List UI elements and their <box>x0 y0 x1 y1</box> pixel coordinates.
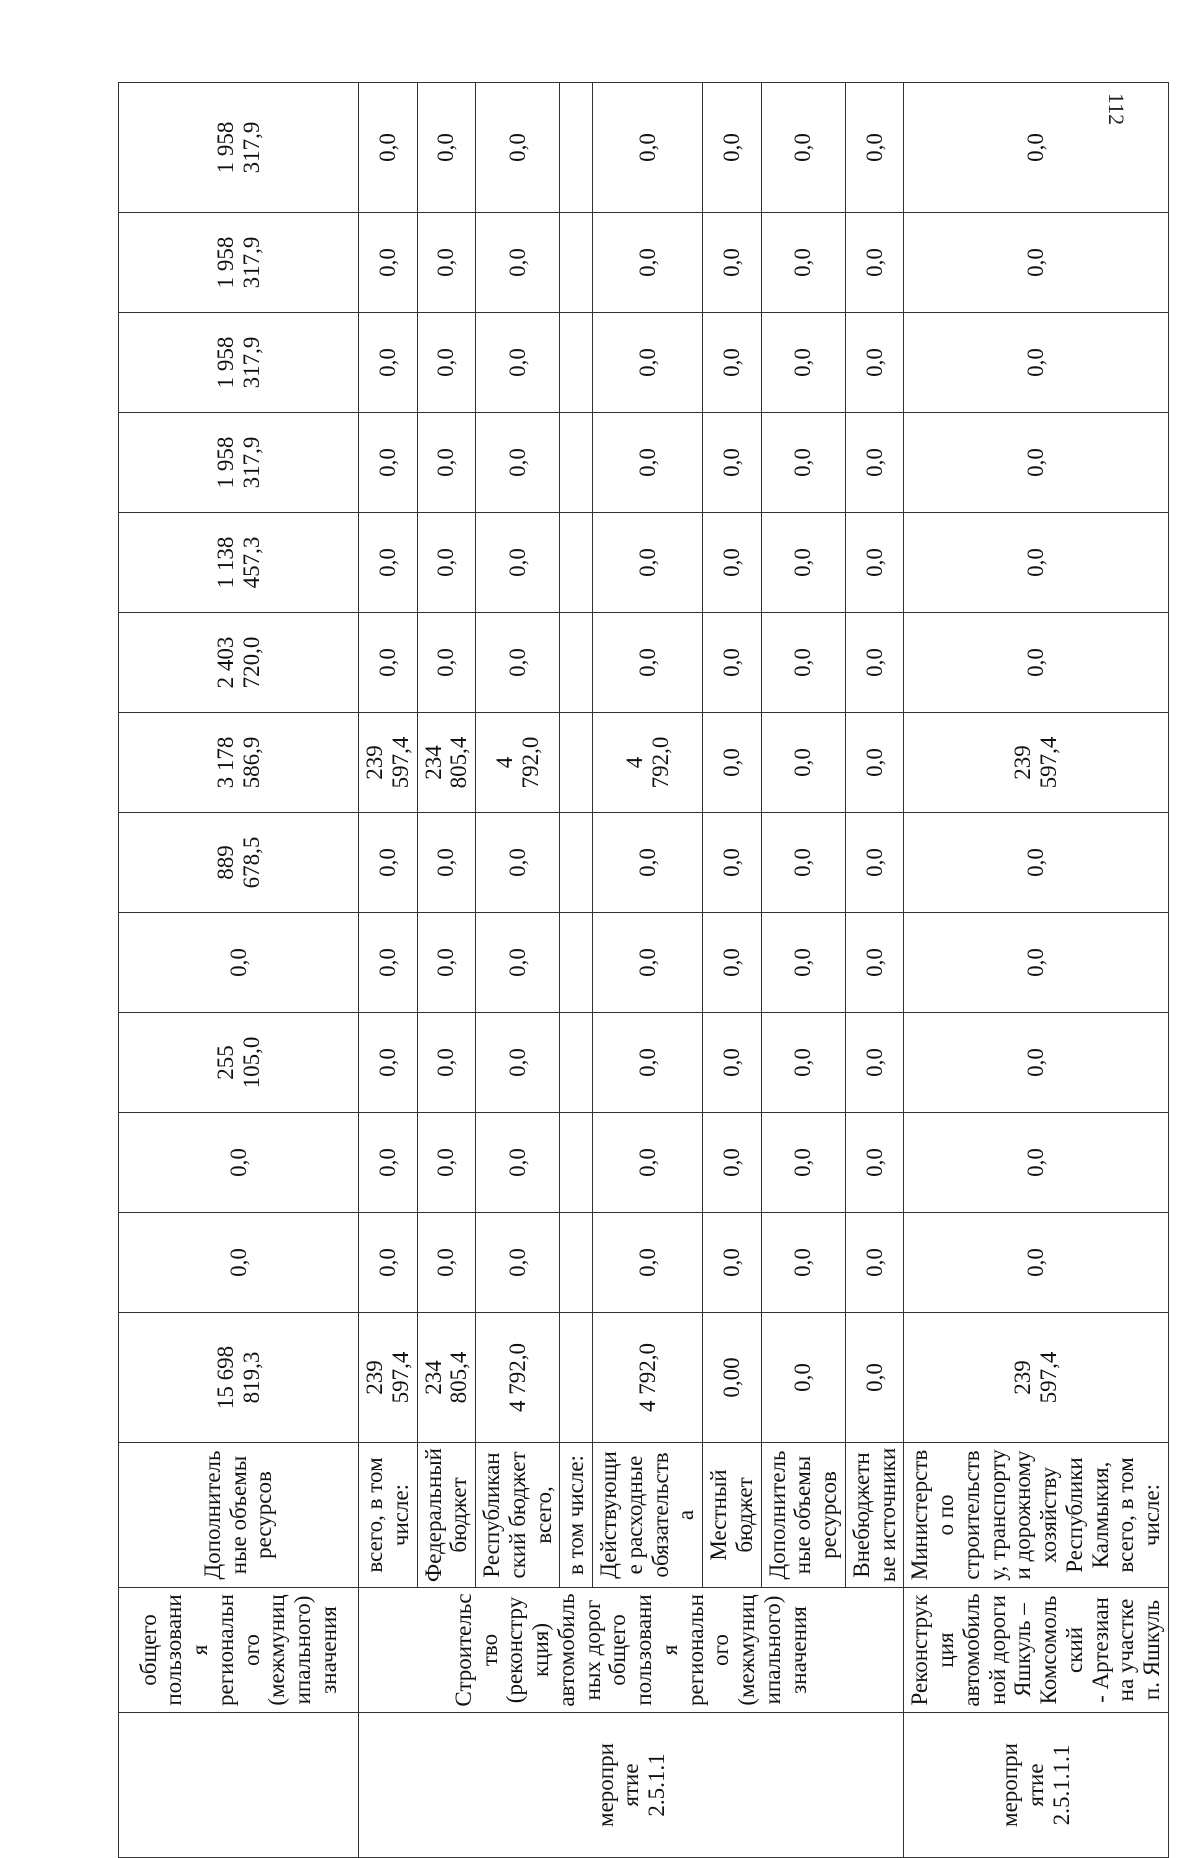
amount-cell: 0,0 <box>417 913 476 1013</box>
amount-cell: 0,0 <box>476 1013 560 1113</box>
amount-cell: 239 597,4 <box>359 1313 418 1443</box>
amount-cell <box>560 83 593 213</box>
amount-cell: 1 958 317,9 <box>119 313 359 413</box>
amount-cell: 0,0 <box>476 83 560 213</box>
amount-cell: 0,00 <box>703 1313 762 1443</box>
amount-cell: 0,0 <box>476 513 560 613</box>
amount-cell <box>560 1113 593 1213</box>
amount-cell <box>560 1013 593 1113</box>
amount-cell: 2 403 720,0 <box>119 613 359 713</box>
funding-source-cell: Внебюджетн ые источники <box>845 1443 904 1588</box>
amount-cell: 0,0 <box>845 413 904 513</box>
amount-cell: 15 698 819,3 <box>119 1313 359 1443</box>
amount-cell: 239 597,4 <box>904 1313 1169 1443</box>
amount-cell: 0,0 <box>703 213 762 313</box>
amount-cell: 0,0 <box>761 813 845 913</box>
amount-cell: 0,0 <box>417 1213 476 1313</box>
amount-cell <box>560 813 593 913</box>
amount-cell: 0,0 <box>845 613 904 713</box>
amount-cell: 0,0 <box>845 713 904 813</box>
amount-cell: 0,0 <box>593 1213 703 1313</box>
table-row <box>359 83 418 1858</box>
amount-cell: 0,0 <box>845 813 904 913</box>
amount-cell: 0,0 <box>703 913 762 1013</box>
funding-source-cell: в том числе: <box>560 1443 593 1588</box>
amount-cell: 0,0 <box>417 313 476 413</box>
table-body <box>119 83 1169 1858</box>
amount-cell: 0,0 <box>593 1113 703 1213</box>
amount-cell: 0,0 <box>761 413 845 513</box>
budget-table <box>118 82 1169 1858</box>
funding-source-cell: Министерств о по строительств у, транспорту и дорожному хозяйству Республики Калмыкия, всего, в том числе: <box>904 1443 1169 1588</box>
funding-source-cell: Федеральный бюджет <box>417 1443 476 1588</box>
funding-source-cell: Республикан ский бюджет всего, <box>476 1443 560 1588</box>
amount-cell: 0,0 <box>904 813 1169 913</box>
amount-cell <box>560 313 593 413</box>
amount-cell: 0,0 <box>593 413 703 513</box>
amount-cell: 0,0 <box>904 1213 1169 1313</box>
amount-cell: 0,0 <box>904 913 1169 1013</box>
amount-cell: 4 792,0 <box>476 1313 560 1443</box>
amount-cell: 0,0 <box>359 313 418 413</box>
amount-cell: 0,0 <box>359 1113 418 1213</box>
amount-cell: 0,0 <box>593 1013 703 1113</box>
amount-cell: 4 792,0 <box>593 713 703 813</box>
amount-cell: 0,0 <box>904 213 1169 313</box>
amount-cell: 1 958 317,9 <box>119 413 359 513</box>
amount-cell: 255 105,0 <box>119 1013 359 1113</box>
amount-cell: 239 597,4 <box>904 713 1169 813</box>
amount-cell: 0,0 <box>761 1213 845 1313</box>
amount-cell: 0,0 <box>904 1113 1169 1213</box>
amount-cell: 0,0 <box>904 1013 1169 1113</box>
amount-cell <box>560 613 593 713</box>
amount-cell: 0,0 <box>904 613 1169 713</box>
funding-source-cell: всего, в том числе: <box>359 1443 418 1588</box>
amount-cell <box>560 413 593 513</box>
amount-cell: 234 805,4 <box>417 1313 476 1443</box>
amount-cell: 0,0 <box>593 313 703 413</box>
amount-cell: 0,0 <box>703 83 762 213</box>
amount-cell: 0,0 <box>593 613 703 713</box>
amount-cell: 0,0 <box>476 313 560 413</box>
amount-cell: 0,0 <box>761 913 845 1013</box>
amount-cell: 0,0 <box>703 713 762 813</box>
amount-cell: 0,0 <box>476 1213 560 1313</box>
amount-cell: 0,0 <box>417 813 476 913</box>
amount-cell: 0,0 <box>761 713 845 813</box>
amount-cell <box>560 513 593 613</box>
amount-cell: 0,0 <box>703 813 762 913</box>
amount-cell: 0,0 <box>476 213 560 313</box>
amount-cell: 0,0 <box>703 1213 762 1313</box>
amount-cell: 0,0 <box>593 913 703 1013</box>
event-cell: меропри ятие 2.5.1.1.1 <box>904 1713 1169 1858</box>
program-name-cell: общего пользовани я региональн ого (межмуниц ипального) значения <box>119 1588 359 1713</box>
amount-cell: 234 805,4 <box>417 713 476 813</box>
amount-cell: 0,0 <box>359 613 418 713</box>
amount-cell: 0,0 <box>703 513 762 613</box>
amount-cell: 0,0 <box>845 313 904 413</box>
amount-cell: 1 958 317,9 <box>119 83 359 213</box>
amount-cell: 4 792,0 <box>476 713 560 813</box>
amount-cell: 0,0 <box>904 513 1169 613</box>
amount-cell: 0,0 <box>417 613 476 713</box>
amount-cell: 0,0 <box>119 1213 359 1313</box>
amount-cell <box>560 713 593 813</box>
amount-cell: 0,0 <box>119 913 359 1013</box>
amount-cell: 0,0 <box>476 413 560 513</box>
amount-cell: 0,0 <box>761 83 845 213</box>
amount-cell: 0,0 <box>703 1113 762 1213</box>
amount-cell: 0,0 <box>417 413 476 513</box>
amount-cell: 0,0 <box>845 1013 904 1113</box>
amount-cell: 0,0 <box>845 83 904 213</box>
funding-source-cell: Дополнитель ные объемы ресурсов <box>119 1443 359 1588</box>
amount-cell: 0,0 <box>761 313 845 413</box>
amount-cell: 0,0 <box>904 413 1169 513</box>
amount-cell: 0,0 <box>845 913 904 1013</box>
amount-cell: 0,0 <box>417 213 476 313</box>
amount-cell: 0,0 <box>703 613 762 713</box>
amount-cell: 0,0 <box>761 1013 845 1113</box>
amount-cell: 0,0 <box>845 213 904 313</box>
program-name-cell: Реконструк ция автомобиль ной дороги Яшкуль – Комсомоль ский - Артезиан на участке п. Яшкуль <box>904 1588 1169 1713</box>
amount-cell: 0,0 <box>359 1213 418 1313</box>
amount-cell: 0,0 <box>417 1113 476 1213</box>
amount-cell: 0,0 <box>593 513 703 613</box>
amount-cell: 0,0 <box>593 813 703 913</box>
amount-cell: 239 597,4 <box>359 713 418 813</box>
funding-source-cell: Местный бюджет <box>703 1443 762 1588</box>
funding-source-cell: Дополнитель ные объемы ресурсов <box>761 1443 845 1588</box>
event-cell <box>119 1713 359 1858</box>
amount-cell: 0,0 <box>761 513 845 613</box>
table-row <box>904 83 1169 1858</box>
amount-cell: 0,0 <box>761 1113 845 1213</box>
amount-cell: 0,0 <box>359 913 418 1013</box>
amount-cell: 0,0 <box>417 1013 476 1113</box>
amount-cell: 0,0 <box>845 1313 904 1443</box>
amount-cell: 1 138 457,3 <box>119 513 359 613</box>
amount-cell: 0,0 <box>761 1313 845 1443</box>
event-cell: меропри ятие 2.5.1.1 <box>359 1713 904 1858</box>
amount-cell: 0,0 <box>417 513 476 613</box>
amount-cell: 0,0 <box>476 813 560 913</box>
amount-cell: 0,0 <box>359 83 418 213</box>
amount-cell <box>560 213 593 313</box>
amount-cell <box>560 913 593 1013</box>
amount-cell: 0,0 <box>761 613 845 713</box>
amount-cell: 0,0 <box>476 1113 560 1213</box>
amount-cell: 0,0 <box>904 83 1169 213</box>
amount-cell: 0,0 <box>119 1113 359 1213</box>
program-name-cell: Строительс тво (реконстру кция) автомобиль ных дорог общего пользовани я региональн ого (межмуниц ипального) значения <box>359 1588 904 1713</box>
funding-source-cell: Действующи е расходные обязательств а <box>593 1443 703 1588</box>
amount-cell: 0,0 <box>593 213 703 313</box>
amount-cell: 0,0 <box>904 313 1169 413</box>
amount-cell: 889 678,5 <box>119 813 359 913</box>
amount-cell: 0,0 <box>359 213 418 313</box>
amount-cell: 0,0 <box>359 513 418 613</box>
amount-cell: 0,0 <box>359 813 418 913</box>
amount-cell: 1 958 317,9 <box>119 213 359 313</box>
amount-cell: 0,0 <box>703 1013 762 1113</box>
amount-cell: 0,0 <box>761 213 845 313</box>
amount-cell: 0,0 <box>593 83 703 213</box>
amount-cell: 3 178 586,9 <box>119 713 359 813</box>
amount-cell: 0,0 <box>359 1013 418 1113</box>
amount-cell: 0,0 <box>703 313 762 413</box>
table-row <box>119 83 359 1858</box>
amount-cell: 0,0 <box>476 913 560 1013</box>
amount-cell <box>560 1313 593 1443</box>
amount-cell: 0,0 <box>359 413 418 513</box>
amount-cell: 0,0 <box>845 1213 904 1313</box>
page-number: 112 <box>1104 92 1130 126</box>
amount-cell: 0,0 <box>417 83 476 213</box>
amount-cell: 0,0 <box>845 513 904 613</box>
amount-cell: 0,0 <box>845 1113 904 1213</box>
amount-cell: 4 792,0 <box>593 1313 703 1443</box>
amount-cell: 0,0 <box>703 413 762 513</box>
amount-cell: 0,0 <box>476 613 560 713</box>
amount-cell <box>560 1213 593 1313</box>
